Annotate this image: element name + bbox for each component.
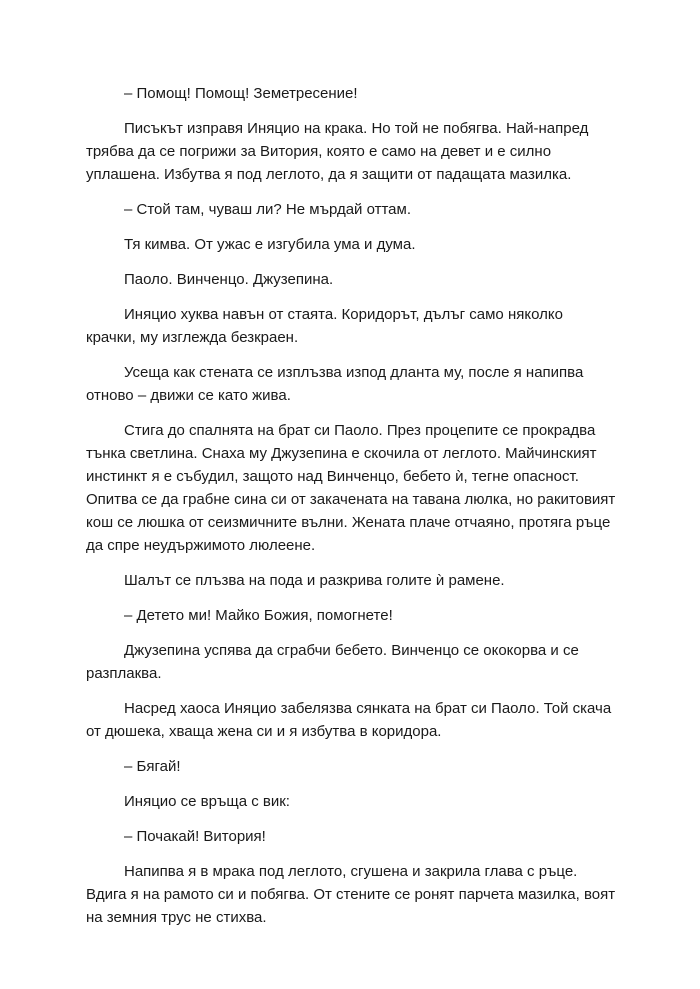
paragraph-6 <box>86 303 620 349</box>
text-line: отново – движи се като жива. <box>86 387 291 404</box>
paragraph-14 <box>86 790 620 813</box>
text-line: инстинкт я е събудил, защото над Винченцо, бебето ѝ, тегне опасност. <box>86 468 579 485</box>
text-line: Иняцио хуква навън от стаята. Коридорът, дълъг само няколко <box>124 306 563 323</box>
text-line: Усеща как стената се изплъзва изпод дланта му, после я напипва <box>124 364 584 381</box>
paragraph-10 <box>86 604 620 627</box>
text-line: от дюшека, хваща жена си и я избутва в коридора. <box>86 723 442 740</box>
text-line: Писъкът изправя Иняцио на крака. Но той не побягва. Най-напред <box>124 120 589 137</box>
text-line: – Детето ми! Майко Божия, помогнете! <box>124 607 393 624</box>
text-line: Джузепина успява да сграбчи бебето. Винченцо се ококорва и се <box>124 642 579 659</box>
text-line: – Бягай! <box>124 758 181 775</box>
text-line: Вдига я на рамото си и побягва. От стените се ронят парчета мазилка, воят <box>86 886 616 903</box>
paragraph-3 <box>86 198 620 221</box>
text-line: уплашена. Избутва я под леглото, да я защити от падащата мазилка. <box>86 166 572 183</box>
text-line: – Стой там, чуваш ли? Не мърдай оттам. <box>124 201 411 218</box>
text-line: Иняцио се връща с вик: <box>124 793 290 810</box>
paragraph-15 <box>86 825 620 848</box>
text-line: тънка светлина. Снаха му Джузепина е скочила от леглото. Майчинският <box>86 445 597 462</box>
text-line: Опитва се да грабне сина си от закачената на тавана люлка, но ракитовият <box>86 491 616 508</box>
text-line: Паоло. Винченцо. Джузепина. <box>124 271 334 288</box>
text-line: да спре неудържимото люлеене. <box>86 537 316 554</box>
text-line: Тя кимва. От ужас е изгубила ума и дума. <box>124 236 416 253</box>
text-line: крачки, му изглежда безкраен. <box>86 329 299 346</box>
paragraph-12 <box>86 697 620 743</box>
text-line: Насред хаоса Иняцио забелязва сянката на брат си Паоло. Той скача <box>124 700 612 717</box>
paragraph-16 <box>86 860 620 929</box>
paragraph-13 <box>86 755 620 778</box>
paragraph-2 <box>86 117 620 186</box>
text-line: Шалът се плъзва на пода и разкрива голите ѝ рамене. <box>124 572 505 589</box>
paragraph-11 <box>86 639 620 685</box>
text-line: трябва да се погрижи за Витория, която е само на девет и е силно <box>86 143 552 160</box>
text-line: разплаква. <box>86 665 162 682</box>
text-line: Напипва я в мрака под леглото, сгушена и закрила глава с ръце. <box>124 863 578 880</box>
paragraph-9 <box>86 569 620 592</box>
paragraph-8 <box>86 419 620 557</box>
paragraph-7 <box>86 361 620 407</box>
paragraph-4 <box>86 233 620 256</box>
paragraph-5 <box>86 268 620 291</box>
text-line: на земния трус не стихва. <box>86 909 267 926</box>
text-line: – Помощ! Помощ! Земетресение! <box>124 85 358 102</box>
paragraph-1 <box>86 82 620 105</box>
text-line: Стига до спалнята на брат си Паоло. През процепите се прокрадва <box>124 422 596 439</box>
text-body <box>86 82 620 941</box>
text-line: кош се люшка от сеизмичните вълни. Жената плаче отчаяно, протяга ръце <box>86 514 611 531</box>
text-line: – Почакай! Витория! <box>124 828 266 845</box>
